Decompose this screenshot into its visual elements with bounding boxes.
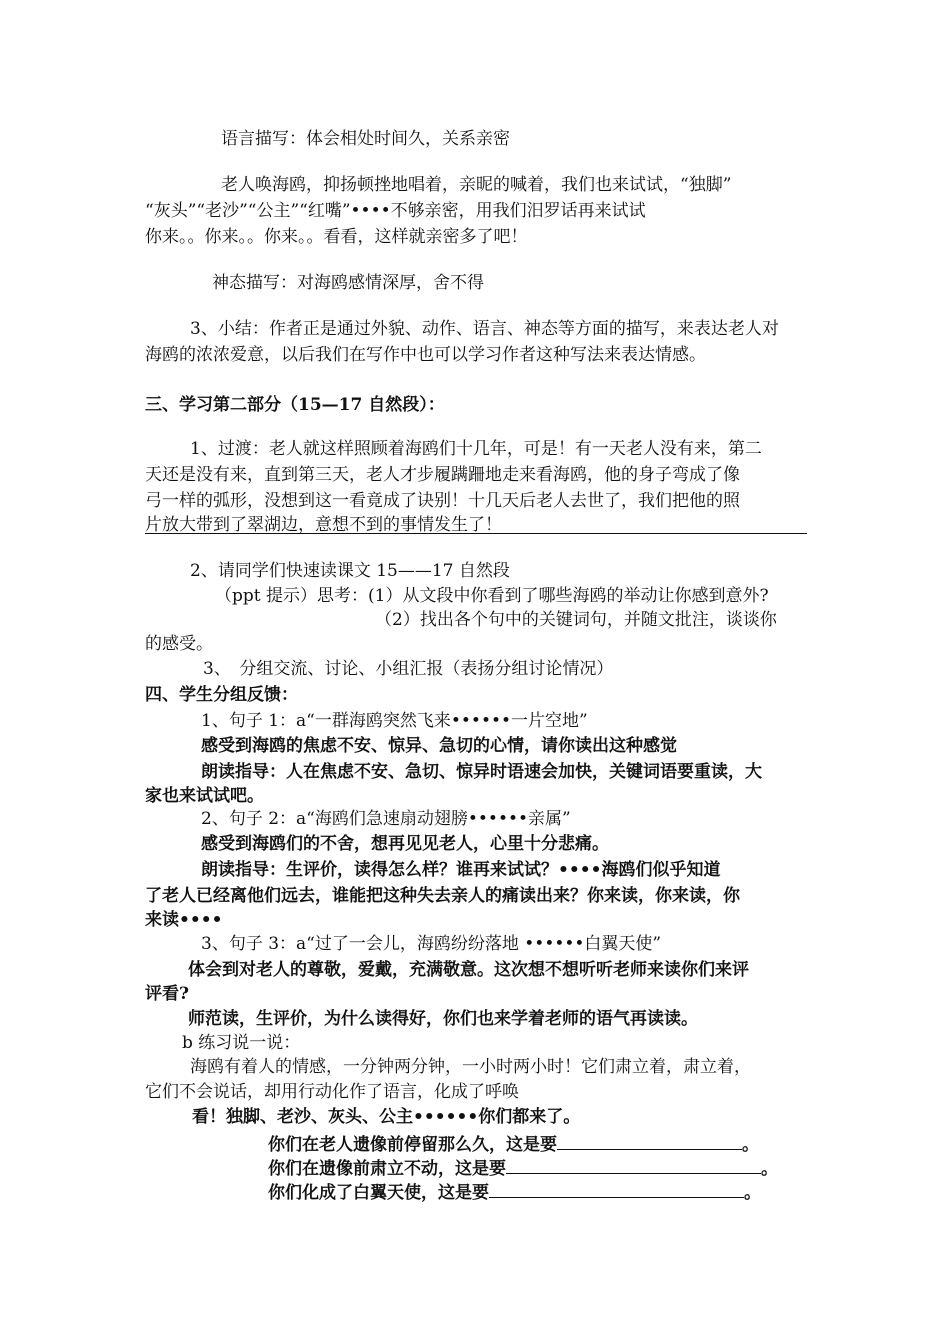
reading-task-line: （ppt 提示）思考：(1）从文段中你看到了哪些海鸥的举动让你感到意外? (215, 586, 769, 606)
fill-in-line (268, 1133, 759, 1156)
transition-line: 片放大带到了翠湖边，意想不到的事情发生了！ (145, 515, 502, 535)
answer-blank[interactable] (506, 1157, 761, 1174)
paragraph-line: “灰头”“老沙”“公主”“红嘴”••••不够亲密，用我们汨罗话再来试试 (145, 201, 646, 221)
look-line: 看！独脚、老沙、灰头、公主••••••你们都来了。 (192, 1107, 581, 1127)
fill-in-prompt: 你们在遗像前肃立不动，这是要 (268, 1159, 506, 1179)
sentence-line: 2、句子 2：a“海鸥们急速扇动翅膀••••••亲属” (201, 809, 571, 829)
feedback-line: 来读•••• (145, 910, 223, 930)
transition-line: 1、过渡：老人就这样照顾着海鸥们十几年，可是！有一天老人没有来，第二 (190, 439, 762, 459)
sentence-line: 3、句子 3：a“过了一会儿，海鸥纷纷落地 ••••••白翼天使” (201, 934, 662, 954)
feedback-line: 了老人已经离他们远去，谁能把这种失去亲人的痛读出来？你来读，你来读，你 (145, 886, 740, 906)
period-mark: 。 (761, 1159, 778, 1179)
practice-line: 海鸥有着人的情感，一分钟两分钟，一小时两小时！它们肃立着，肃立着， (190, 1057, 751, 1077)
summary-line: 海鸥的浓浓爱意，以后我们在写作中也可以学习作者这种写法来表达情感。 (145, 345, 706, 365)
transition-line: 弓一样的弧形，没想到这一看竟成了诀别！十几天后老人去世了，我们把他的照 (145, 491, 740, 511)
summary-line: 3、小结：作者正是通过外貌、动作、语言、神态等方面的描写，来表达老人对 (190, 319, 779, 339)
sentence-line: 1、句子 1：a“一群海鸥突然飞来••••••一片空地” (201, 711, 588, 731)
period-mark: 。 (742, 1135, 759, 1155)
language-description-line: 语言描写：体会相处时间久，关系亲密 (221, 129, 510, 149)
feedback-line: 体会到对老人的尊敬，爱戴，充满敬意。这次想不想听听老师来读你们来评 (188, 960, 749, 980)
reading-task-line: 3、 分组交流、讨论、小组汇报（表扬分组讨论情况） (203, 659, 614, 679)
expression-description-line: 神态描写：对海鸥感情深厚，舍不得 (212, 273, 484, 293)
feedback-line: 师范读，生评价，为什么读得好，你们也来学着老师的语气再读读。 (188, 1009, 698, 1029)
feedback-line: 感受到海鸥的焦虑不安、惊异、急切的心情，请你读出这种感觉 (201, 736, 677, 756)
paragraph-line: 你来。。你来。。你来。。看看，这样就亲密多了吧！ (145, 227, 528, 247)
practice-line: b 练习说一说： (182, 1033, 301, 1053)
reading-task-line: （2）找出各个句中的关键词句，并随文批注，谈谈你 (375, 610, 777, 630)
practice-line: 它们不会说话，却用行动化作了语言，化成了呼唤 (145, 1082, 519, 1102)
feedback-line: 感受到海鸥们的不舍，想再见见老人，心里十分悲痛。 (201, 834, 609, 854)
answer-blank[interactable] (489, 1181, 744, 1198)
feedback-line: 评看? (145, 984, 189, 1004)
transition-line: 天还是没有来，直到第三天，老人才步履蹒跚地走来看海鸥，他的身子弯成了像 (145, 465, 740, 485)
fill-in-line (268, 1157, 778, 1180)
fill-in-line (268, 1181, 761, 1204)
period-mark: 。 (744, 1183, 761, 1203)
section-heading: 三、学习第二部分（15—17 自然段）： (145, 395, 445, 415)
fill-in-prompt: 你们在老人遗像前停留那么久，这是要 (268, 1135, 557, 1155)
answer-blank[interactable] (557, 1133, 742, 1150)
divider-line (145, 533, 807, 534)
feedback-line: 朗读指导：人在焦虑不安、急切、惊异时语速会加快，关键词语要重读，大 (201, 762, 762, 782)
feedback-line: 家也来试试吧。 (145, 786, 264, 806)
feedback-line: 朗读指导：生评价，读得怎么样？谁再来试试？••••海鸥们似乎知道 (201, 860, 721, 880)
paragraph-line: 老人唤海鸥，抑扬顿挫地唱着，亲昵的喊着，我们也来试试，“独脚” (221, 175, 732, 195)
section-heading: 四、学生分组反馈： (145, 685, 298, 705)
reading-task-line: 的感受。 (145, 634, 213, 654)
fill-in-prompt: 你们化成了白翼天使，这是要 (268, 1183, 489, 1203)
reading-task-line: 2、请同学们快速读课文 15——17 自然段 (190, 561, 510, 581)
